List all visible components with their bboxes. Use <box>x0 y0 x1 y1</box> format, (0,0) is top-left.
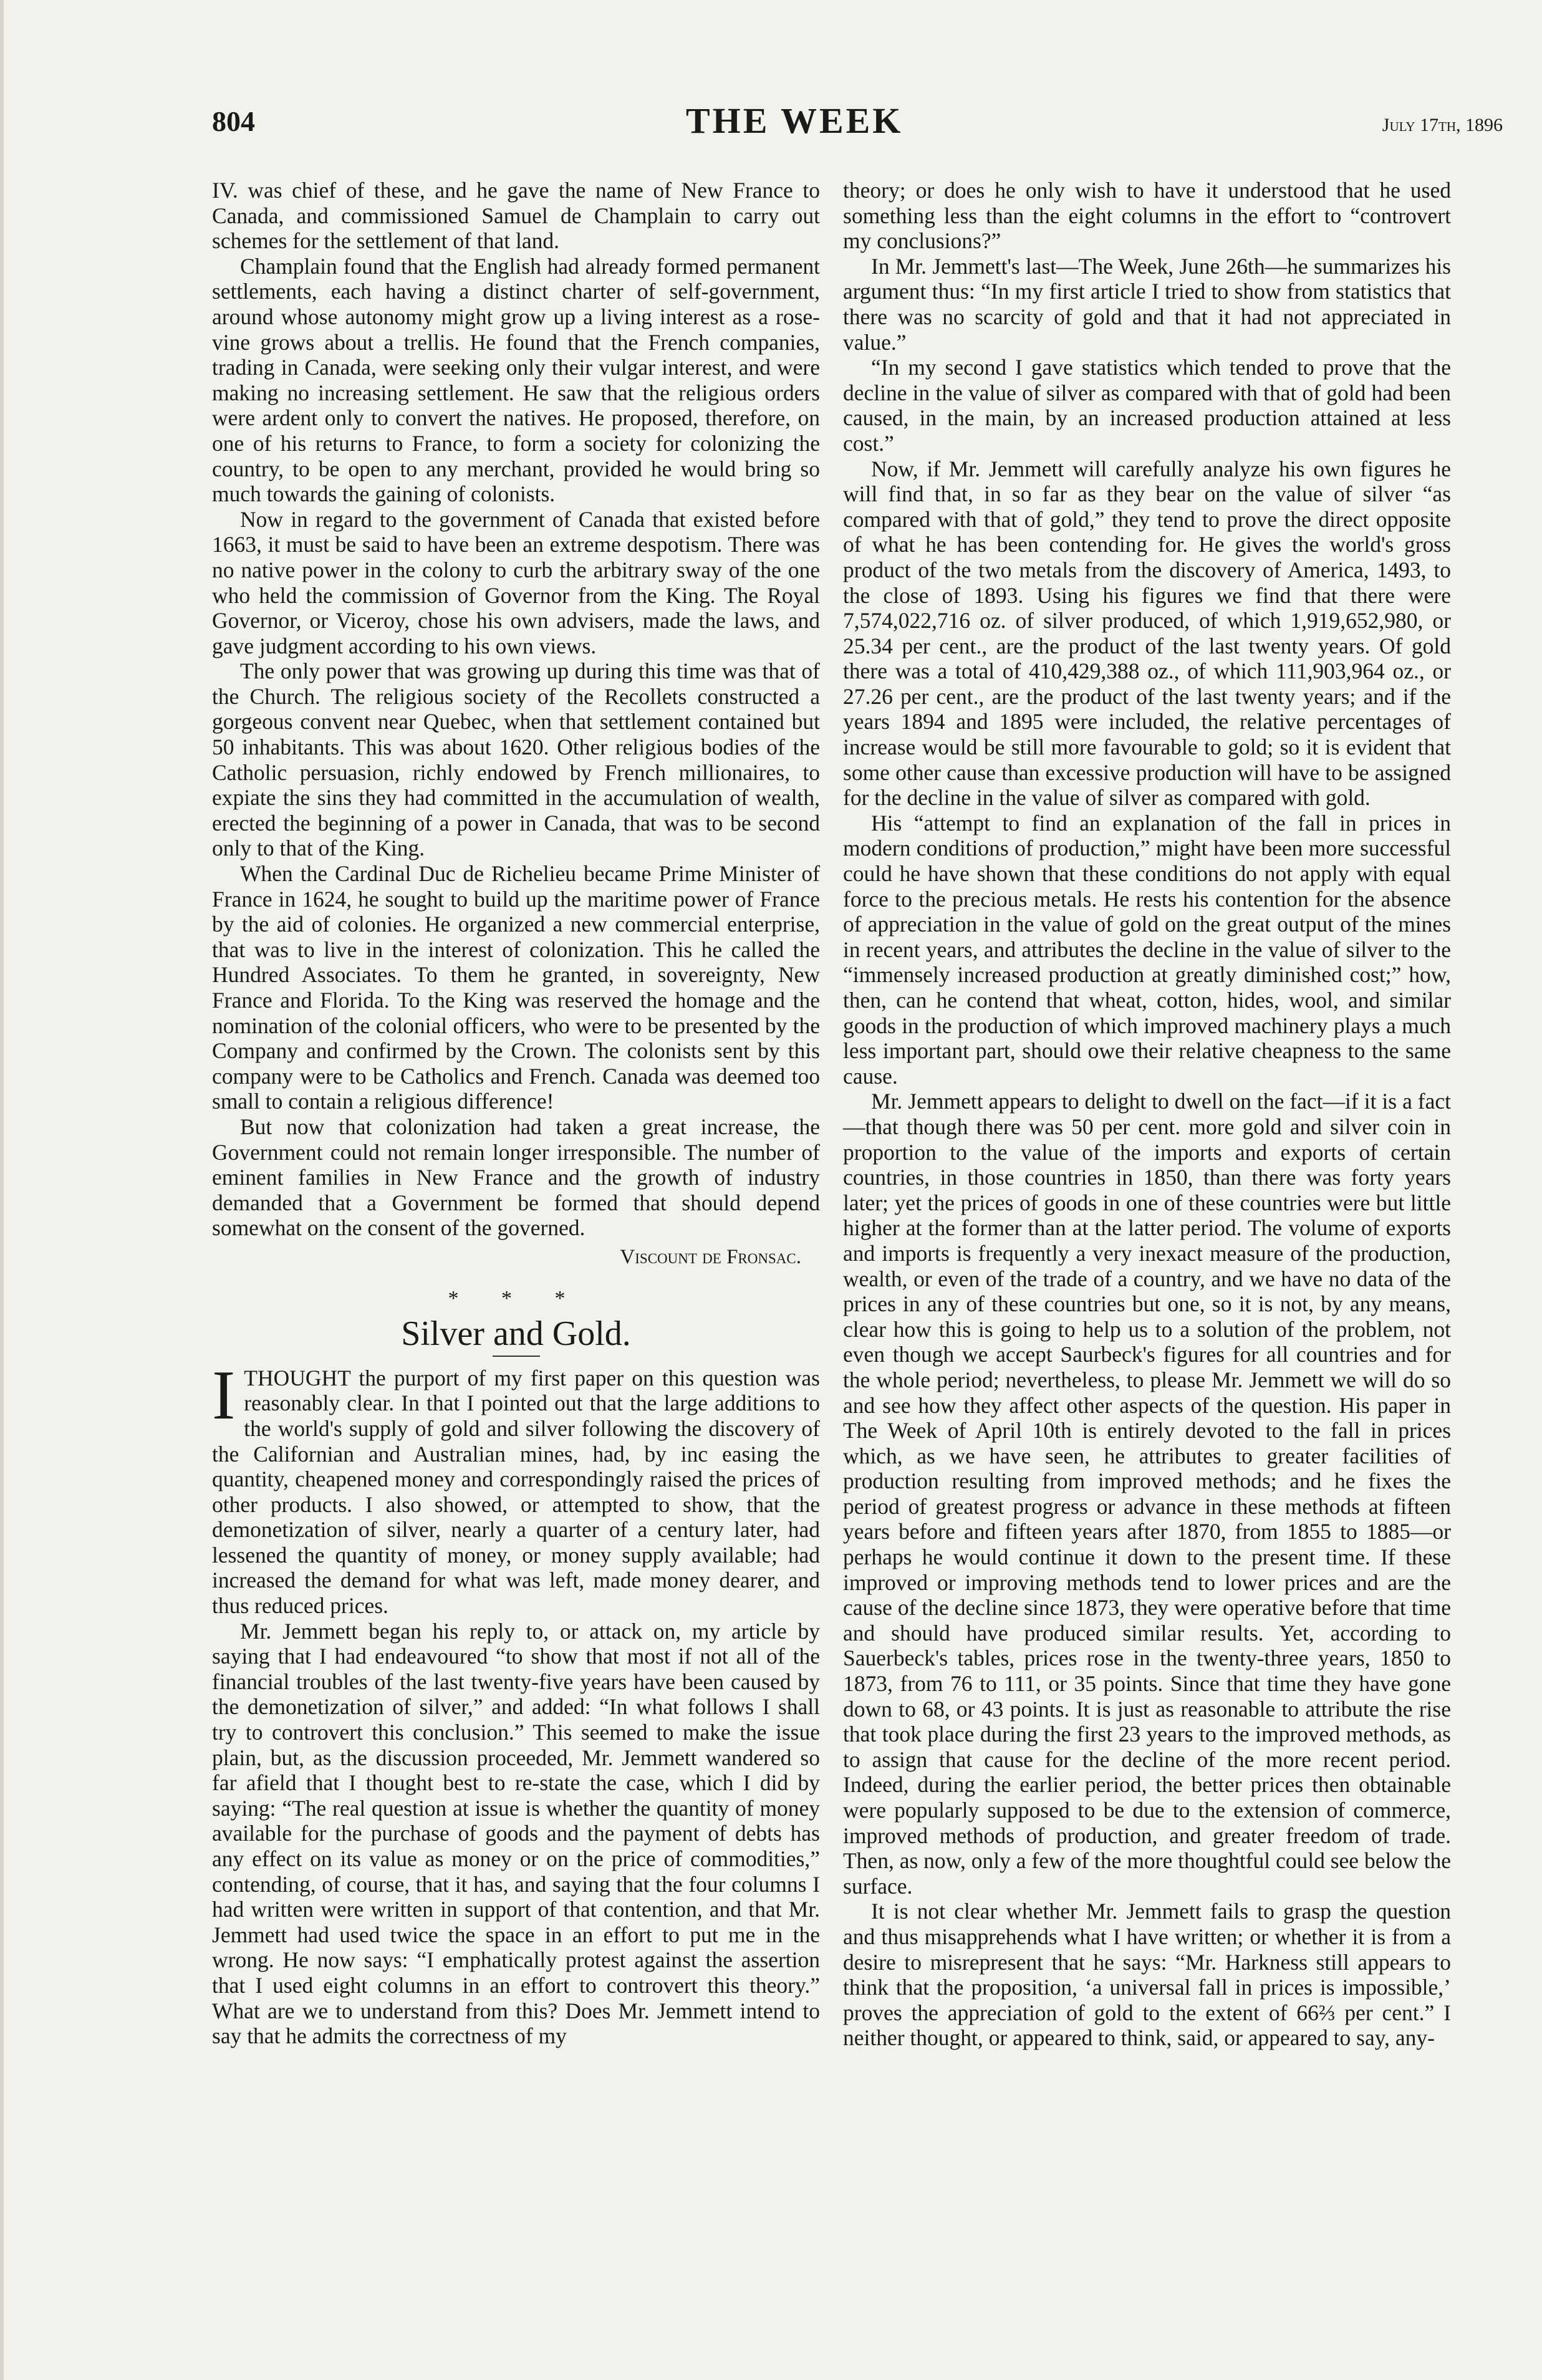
paragraph: In Mr. Jemmett's last—The Week, June 26th—he summarizes his argument thus: “In my first article I tried to show from statistics that there was no scarcity of gold and that it had not appreciated in value.” <box>843 253 1451 355</box>
paragraph-text: THOUGHT the purport of my first paper on this question was reasonably clear. In that I pointed out that the large additions to the world's supply of gold and silver following the discovery of the Californian and Australian mines, had, by inc easing the quantity, cheapened money and correspondingly raised the prices of other products. I also showed, or attempted to show, that the demonetization of silver, nearly a quarter of a century later, had lessened the quantity of money, or money supply available; had increased the demand for what was left, made money dearer, and thus reduced prices. <box>212 1365 820 1619</box>
paragraph: theory; or does he only wish to have it understood that he used something less than the eight columns in the effort to “controvert my conclusions?” <box>843 178 1451 254</box>
paragraph: When the Cardinal Duc de Richelieu became Prime Minister of France in 1624, he sought to build up the maritime power of France by the aid of colonies. He organized a new commercial enterprise, that was to live in the interest of colonization. This he called the Hundred Associates. To them he granted, in sovereignty, New France and Florida. To the King was reserved the homage and the nomination of the colonial officers, who were to be presented by the Company and confirmed by the Crown. The colonists sent by this company were to be Catholics and French. Canada was deemed too small to contain a religious difference! <box>212 861 820 1114</box>
paragraph: Now, if Mr. Jemmett will carefully analyze his own figures he will find that, in so far as they bear on the value of silver “as compared with that of gold,” they tend to prove the direct opposite of what he has been contending for. He gives the world's gross product of the two metals from the discovery of America, 1493, to the close of 1893. Using his figures we find that there were 7,574,022,716 oz. of silver produced, of which 1,919,652,980, or 25.34 per cent., are the product of the last twenty years. Of gold there was a total of 410,429,388 oz., of which 111,903,964 oz., or 27.26 per cent., are the product of the last twenty years; and if the years 1894 and 1895 were included, the relative percentages of increase would be still more favourable to gold; so it is evident that some other cause than excessive production will have to be assigned for the decline in the value of silver as compared with gold. <box>843 456 1451 811</box>
paragraph: Mr. Jemmett began his reply to, or attack on, my article by saying that I had endeavoured “to show that most if not all of the financial troubles of the last twenty-five years have been caused by the demonetization of silver,” and added: “In what follows I shall try to controvert this conclusion.” This seemed to make the issue plain, but, as the discussion proceeded, Mr. Jemmett wandered so far afield that I thought best to re-state the case, which I did by saying: “The real question at issue is whether the quantity of money available for the purchase of goods and the payment of debts has any effect on its value as money or on the price of commodities,” contending, of course, that it has, and saying that the four columns I had written were written in support of that contention, and that Mr. Jemmett had used twice the space in an effort to put me in the wrong. He now says: “I emphatically protest against the assertion that I used eight columns in an effort to controvert this theory.” What are we to understand from this? Does Mr. Jemmett intend to say that he admits the correctness of my <box>212 1618 820 2049</box>
author-signature: Viscount de Fronsac. <box>620 1245 801 1268</box>
drop-cap: I <box>212 1356 236 1434</box>
article-silver-and-gold <box>212 1314 820 2049</box>
title-rule <box>493 1356 540 1357</box>
article-title: Silver and Gold. <box>401 1314 631 1354</box>
right-column <box>843 178 1451 2051</box>
article-richelieu <box>212 178 820 1270</box>
paragraph: The only power that was growing up during this time was that of the Church. The religious society of the Recollets constructed a gorgeous convent near Quebec, when that settlement contained but 50 inhabitants. This was about 1620. Other religious bodies of the Catholic persuasion, richly endowed by French millionaires, to expiate the sins they had committed in the accumulation of wealth, erected the beginning of a power in Canada, that was to be second only to that of the King. <box>212 658 820 861</box>
issue-date: July 17th, 1896 <box>1382 115 1503 135</box>
masthead: THE WEEK <box>686 100 904 141</box>
paragraph: Champlain found that the English had already formed permanent settlements, each having a distinct charter of self-government, around whose autonomy might grow up a living interest as a rose-vine grows about a trellis. He found that the French companies, trading in Canada, were seeking only their vulgar interest, and were making no increasing settlement. He saw that the religious orders were ardent only to convert the natives. He proposed, therefore, on one of his returns to France, to form a society for colonizing the country, to be open to any merchant, provided he would bring so much towards the gaining of colonists. <box>212 253 820 507</box>
page-number: 804 <box>212 105 255 137</box>
paragraph: IV. was chief of these, and he gave the name of New France to Canada, and commissioned Samuel de Champlain to carry out schemes for the settlement of that land. <box>212 178 820 254</box>
paragraph: Mr. Jemmett appears to delight to dwell on the fact—if it is a fact—that though there was 50 per cent. more gold and silver coin in proportion to the value of the imports and exports of certain countries, in those countries in 1850, than there was forty years later; yet the prices of goods in one of these countries were but little higher at the former than at the latter period. The volume of exports and imports is frequently a very inexact measure of the production, wealth, or even of the trade of a country, and we have no data of the prices in any of these countries but one, so it is not, by any means, clear how this is going to help us to a solution of the problem, not even though we accept Saurbeck's figures for all countries and for the whole period; nevertheless, to please Mr. Jemmett we will do so and see how they affect other aspects of the question. His paper in The Week of April 10th is entirely devoted to the fall in prices which, as we have seen, he attributes to greater facilities of production resulting from improved methods; and he fixes the period of greatest progress or advance in these methods at fifteen years before and fifteen years after 1870, from 1855 to 1885—or perhaps he would continue it down to the present time. If these improved or improving methods tend to lower prices and are the cause of the decline since 1873, they were operative before that time and should have produced similar results. Yet, according to Sauerbeck's tables, prices rose in the twenty-three years, 1850 to 1873, from 76 to 111, or 35 points. Since that time they have gone down to 68, or 43 points. It is just as reasonable to attribute the rise that took place during the first 23 years to the improved methods, as to assign that cause for the decline of the more recent period. Indeed, during the earlier period, the better prices then obtainable were popularly supposed to be due to the extension of commerce, improved methods of production, and greater freedom of trade. Then, as now, only a few of the more thoughtful could see below the surface. <box>843 1089 1451 1899</box>
paragraph: Now in regard to the government of Canada that existed before 1663, it must be said to have been an extreme despotism. There was no native power in the colony to curb the arbitrary sway of the one who held the commission of Governor from the King. The Royal Governor, or Viceroy, chose his own advisers, made the laws, and gave judgment according to his own views. <box>212 506 820 658</box>
paragraph: “In my second I gave statistics which tended to prove that the decline in the value of silver as compared with that of gold had been caused, in the main, by an increased production attained at less cost.” <box>843 355 1451 456</box>
left-column <box>212 178 820 2049</box>
paragraph: But now that colonization had taken a great increase, the Government could not remain longer irresponsible. The number of eminent families in New France and the growth of industry demanded that a Government be formed that should depend somewhat on the consent of the governed. <box>212 1114 820 1241</box>
paragraph: His “attempt to find an explanation of the fall in prices in modern conditions of production,” might have been more successful could he have shown that these conditions do not apply with equal force to the precious metals. He rests his contention for the absence of appreciation in the value of gold on the great output of the mines in recent years, and attributes the decline in the value of silver to the “immensely increased production at greatly diminished cost;” how, then, can he contend that wheat, cotton, hides, wool, and similar goods in the production of which improved machinery plays a much less important part, should owe their relative cheapness to the same cause. <box>843 810 1451 1089</box>
paragraph: It is not clear whether Mr. Jemmett fails to grasp the question and thus misapprehends what I have written; or whether it is from a desire to misrepresent that he says: “Mr. Harkness still appears to think that the proposition, ‘a universal fall in prices is impossible,’ proves the appreciation of gold to the extent of 66⅔ per cent.” I neither thought, or appeared to think, said, or appeared to say, any- <box>843 1899 1451 2051</box>
paragraph <box>212 1356 820 1619</box>
page-edge <box>0 0 4 2380</box>
page-header <box>212 94 1503 143</box>
section-separator: * * * <box>448 1286 584 1310</box>
